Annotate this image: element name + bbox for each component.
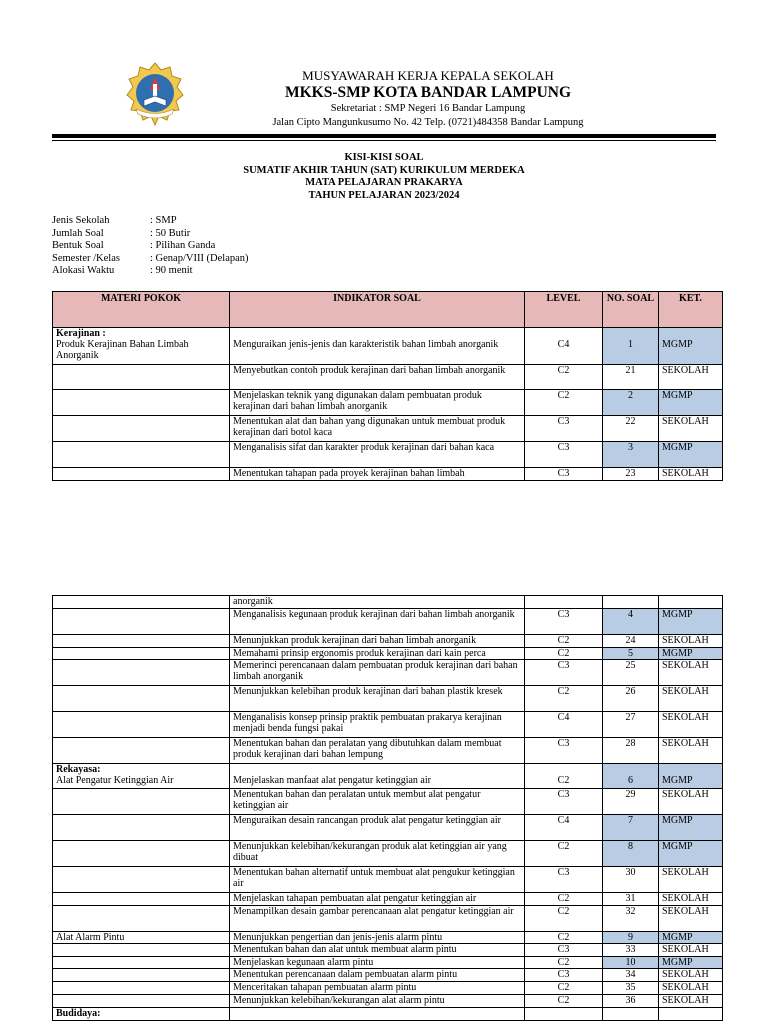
level-cell: C2 bbox=[525, 390, 603, 416]
materi-cell bbox=[53, 468, 230, 481]
materi-cell bbox=[53, 635, 230, 648]
info-label: Bentuk Soal bbox=[52, 240, 104, 251]
no-soal-cell: 26 bbox=[603, 686, 659, 712]
no-soal-cell: 23 bbox=[603, 468, 659, 481]
indikator-cell: Menunjukkan kelebihan produk kerajinan dari bahan plastik kresek bbox=[230, 686, 525, 712]
secretariat: Sekretariat : SMP Negeri 16 Bandar Lampung bbox=[330, 103, 526, 114]
level-cell bbox=[525, 1008, 603, 1021]
materi-cell bbox=[53, 932, 230, 944]
ket-cell: MGMP bbox=[659, 932, 723, 944]
no-soal-cell: 22 bbox=[603, 416, 659, 442]
level-cell: C4 bbox=[525, 712, 603, 738]
ket-cell: SEKOLAH bbox=[659, 789, 723, 815]
level-cell: C4 bbox=[525, 815, 603, 841]
materi-topic: Alat Alarm Pintu bbox=[56, 932, 125, 943]
materi-cell bbox=[53, 764, 230, 789]
materi-cell bbox=[53, 867, 230, 893]
materi-cell bbox=[53, 416, 230, 442]
level-cell bbox=[525, 596, 603, 609]
table-row bbox=[53, 906, 723, 932]
no-soal-cell: 4 bbox=[603, 609, 659, 635]
table-row bbox=[53, 365, 723, 390]
materi-cell bbox=[53, 893, 230, 906]
table-row bbox=[53, 789, 723, 815]
indikator-cell: Menjelaskan tahapan pembuatan alat pengatur ketinggian air bbox=[230, 893, 525, 906]
level-cell: C2 bbox=[525, 764, 603, 789]
level-cell: C3 bbox=[525, 442, 603, 468]
materi-cell bbox=[53, 1008, 230, 1021]
indikator-cell: Menentukan bahan dan peralatan untuk membut alat pengatur ketinggian air bbox=[230, 789, 525, 815]
ket-cell: MGMP bbox=[659, 442, 723, 468]
no-soal-cell: 36 bbox=[603, 995, 659, 1008]
organization-name: MKKS-SMP KOTA BANDAR LAMPUNG bbox=[284, 84, 572, 101]
ket-cell: SEKOLAH bbox=[659, 982, 723, 995]
indikator-cell: Menunjukkan kelebihan/kekurangan produk alat ketinggian air yang dibuat bbox=[230, 841, 525, 867]
indikator-cell: Menentukan tahapan pada proyek kerajinan bahan limbah bbox=[230, 468, 525, 481]
table-row bbox=[53, 738, 723, 764]
ket-cell: MGMP bbox=[659, 390, 723, 416]
materi-cell bbox=[53, 906, 230, 932]
indikator-cell: Menampilkan desain gambar perencanaan alat pengatur ketinggian air bbox=[230, 906, 525, 932]
no-soal-cell: 6 bbox=[603, 764, 659, 789]
title-line: SUMATIF AKHIR TAHUN (SAT) KURIKULUM MERDEKA bbox=[243, 164, 525, 176]
indikator-cell: Menyebutkan contoh produk kerajinan dari bahan limbah anorganik bbox=[230, 365, 525, 390]
info-row bbox=[52, 215, 249, 228]
table-row bbox=[53, 957, 723, 969]
materi-cell bbox=[53, 712, 230, 738]
ket-cell: SEKOLAH bbox=[659, 712, 723, 738]
ket-cell: SEKOLAH bbox=[659, 468, 723, 481]
level-cell: C2 bbox=[525, 982, 603, 995]
no-soal-cell: 3 bbox=[603, 442, 659, 468]
info-row bbox=[52, 240, 249, 253]
indikator-cell: Menganalisis sifat dan karakter produk kerajinan dari bahan kaca bbox=[230, 442, 525, 468]
table-row bbox=[53, 635, 723, 648]
indikator-cell: Menentukan bahan dan peralatan yang dibutuhkan dalam membuat produk kerajinan dari bahan lempung bbox=[230, 738, 525, 764]
materi-cell bbox=[53, 841, 230, 867]
no-soal-cell: 2 bbox=[603, 390, 659, 416]
info-label: Jenis Sekolah bbox=[52, 215, 110, 226]
level-cell: C2 bbox=[525, 648, 603, 660]
ket-cell: SEKOLAH bbox=[659, 969, 723, 982]
level-cell: C2 bbox=[525, 932, 603, 944]
ket-cell: MGMP bbox=[659, 815, 723, 841]
table-row bbox=[53, 815, 723, 841]
indikator-cell: anorganik bbox=[230, 596, 525, 609]
no-soal-cell: 25 bbox=[603, 660, 659, 686]
info-label: Alokasi Waktu bbox=[52, 265, 115, 276]
level-cell: C3 bbox=[525, 944, 603, 957]
table-row bbox=[53, 712, 723, 738]
info-value: : Genap/VIII (Delapan) bbox=[150, 252, 249, 264]
no-soal-cell: 9 bbox=[603, 932, 659, 944]
no-soal-cell: 35 bbox=[603, 982, 659, 995]
level-cell: C3 bbox=[525, 867, 603, 893]
level-cell: C3 bbox=[525, 468, 603, 481]
ket-cell bbox=[659, 596, 723, 609]
ket-cell: SEKOLAH bbox=[659, 867, 723, 893]
indikator-cell: Menganalisis konsep prinsip praktik pembuatan prakarya kerajinan menjadi benda fungsi pakai bbox=[230, 712, 525, 738]
indikator-cell: Menjelaskan teknik yang digunakan dalam pembuatan produk kerajinan dari bahan limbah anorganik bbox=[230, 390, 525, 416]
no-soal-cell: 21 bbox=[603, 365, 659, 390]
letterhead-rule-thin bbox=[52, 140, 716, 141]
level-cell: C2 bbox=[525, 841, 603, 867]
table-header-row bbox=[53, 292, 723, 328]
indikator-cell: Menentukan bahan alternatif untuk membuat alat pengukur ketinggian air bbox=[230, 867, 525, 893]
association-name: MUSYAWARAH KERJA KEPALA SEKOLAH bbox=[302, 68, 554, 83]
table-row bbox=[53, 328, 723, 365]
address: Jalan Cipto Mangunkusumo No. 42 Telp. (0721)484358 Bandar Lampung bbox=[272, 117, 584, 128]
info-row bbox=[52, 265, 249, 278]
materi-cell bbox=[53, 365, 230, 390]
table-row bbox=[53, 390, 723, 416]
table-row bbox=[53, 416, 723, 442]
no-soal-cell bbox=[603, 596, 659, 609]
info-value: : SMP bbox=[150, 215, 177, 226]
materi-cell bbox=[53, 442, 230, 468]
no-soal-cell: 7 bbox=[603, 815, 659, 841]
level-cell: C3 bbox=[525, 789, 603, 815]
table-row bbox=[53, 596, 723, 609]
ket-cell: MGMP bbox=[659, 764, 723, 789]
ket-cell: SEKOLAH bbox=[659, 416, 723, 442]
materi-topic: Alat Pengatur Ketinggian Air bbox=[56, 775, 174, 786]
table-row bbox=[53, 648, 723, 660]
indikator-cell: Menjelaskan manfaat alat pengatur ketinggian air bbox=[230, 764, 525, 789]
level-cell: C2 bbox=[525, 365, 603, 390]
table-row bbox=[53, 686, 723, 712]
indikator-cell: Menguraikan desain rancangan produk alat pengatur ketinggian air bbox=[230, 815, 525, 841]
table-row bbox=[53, 982, 723, 995]
info-row bbox=[52, 253, 249, 266]
tut-wuri-handayani-logo bbox=[126, 62, 184, 128]
indikator-cell: Menentukan alat dan bahan yang digunakan untuk membuat produk kerajinan dari botol kaca bbox=[230, 416, 525, 442]
materi-heading: Rekayasa: bbox=[56, 764, 101, 775]
no-soal-cell: 34 bbox=[603, 969, 659, 982]
no-soal-cell: 24 bbox=[603, 635, 659, 648]
info-row bbox=[52, 228, 249, 241]
indikator-cell: Menguraikan jenis-jenis dan karakteristik bahan limbah anorganik bbox=[230, 328, 525, 365]
indikator-cell: Memahami prinsip ergonomis produk kerajinan dari kain perca bbox=[230, 648, 525, 660]
indikator-cell: Menunjukkan pengertian dan jenis-jenis alarm pintu bbox=[230, 932, 525, 944]
ket-cell: MGMP bbox=[659, 648, 723, 660]
level-cell: C3 bbox=[525, 660, 603, 686]
ket-cell: MGMP bbox=[659, 841, 723, 867]
indikator-cell: Menentukan bahan dan alat untuk membuat alarm pintu bbox=[230, 944, 525, 957]
table-body-part-2 bbox=[53, 596, 723, 1021]
ket-cell: MGMP bbox=[659, 609, 723, 635]
header-no-soal: NO. SOAL bbox=[603, 292, 659, 328]
materi-cell bbox=[53, 969, 230, 982]
indikator-cell: Menunjukkan kelebihan/kekurangan alat alarm pintu bbox=[230, 995, 525, 1008]
indikator-cell: Menceritakan tahapan pembuatan alarm pintu bbox=[230, 982, 525, 995]
table-row bbox=[53, 995, 723, 1008]
materi-cell bbox=[53, 686, 230, 712]
level-cell: C4 bbox=[525, 328, 603, 365]
no-soal-cell: 33 bbox=[603, 944, 659, 957]
no-soal-cell: 10 bbox=[603, 957, 659, 969]
materi-cell bbox=[53, 944, 230, 957]
table-row bbox=[53, 944, 723, 957]
table-row bbox=[53, 932, 723, 944]
materi-cell bbox=[53, 995, 230, 1008]
info-value: : 50 Butir bbox=[150, 227, 191, 239]
title-line: MATA PELAJARAN PRAKARYA bbox=[305, 177, 463, 188]
level-cell: C3 bbox=[525, 416, 603, 442]
header-indikator-soal: INDIKATOR SOAL bbox=[230, 292, 525, 328]
level-cell: C3 bbox=[525, 969, 603, 982]
ket-cell: SEKOLAH bbox=[659, 893, 723, 906]
ket-cell: MGMP bbox=[659, 957, 723, 969]
indikator-cell: Memerinci perencanaan dalam pembuatan produk kerajinan dari bahan limbah anorganik bbox=[230, 660, 525, 686]
materi-heading: Budidaya: bbox=[56, 1008, 101, 1019]
level-cell: C3 bbox=[525, 609, 603, 635]
ket-cell: SEKOLAH bbox=[659, 635, 723, 648]
header-materi-pokok: MATERI POKOK bbox=[53, 292, 230, 328]
ket-cell: SEKOLAH bbox=[659, 738, 723, 764]
ket-cell: SEKOLAH bbox=[659, 906, 723, 932]
title-line: TAHUN PELAJARAN 2023/2024 bbox=[308, 189, 460, 201]
no-soal-cell: 31 bbox=[603, 893, 659, 906]
materi-cell bbox=[53, 738, 230, 764]
materi-cell bbox=[53, 596, 230, 609]
indikator-cell bbox=[230, 1008, 525, 1021]
table-row bbox=[53, 660, 723, 686]
level-cell: C3 bbox=[525, 738, 603, 764]
info-label: Jumlah Soal bbox=[52, 227, 104, 239]
no-soal-cell: 28 bbox=[603, 738, 659, 764]
indikator-cell: Menjelaskan kegunaan alarm pintu bbox=[230, 957, 525, 969]
header-level: LEVEL bbox=[525, 292, 603, 328]
indikator-cell: Menunjukkan produk kerajinan dari bahan limbah anorganik bbox=[230, 635, 525, 648]
no-soal-cell: 27 bbox=[603, 712, 659, 738]
no-soal-cell: 30 bbox=[603, 867, 659, 893]
materi-cell bbox=[53, 328, 230, 365]
table-row bbox=[53, 867, 723, 893]
ket-cell: SEKOLAH bbox=[659, 944, 723, 957]
table-row bbox=[53, 893, 723, 906]
info-block bbox=[52, 215, 249, 278]
header-ket: KET. bbox=[659, 292, 723, 328]
no-soal-cell: 5 bbox=[603, 648, 659, 660]
no-soal-cell bbox=[603, 1008, 659, 1021]
materi-cell bbox=[53, 660, 230, 686]
no-soal-cell: 8 bbox=[603, 841, 659, 867]
ket-cell: SEKOLAH bbox=[659, 365, 723, 390]
materi-cell bbox=[53, 982, 230, 995]
ket-cell: SEKOLAH bbox=[659, 686, 723, 712]
table-row bbox=[53, 969, 723, 982]
table-row bbox=[53, 468, 723, 481]
materi-heading: Kerajinan : bbox=[56, 328, 106, 339]
ket-cell: SEKOLAH bbox=[659, 995, 723, 1008]
level-cell: C2 bbox=[525, 635, 603, 648]
materi-cell bbox=[53, 648, 230, 660]
table-row bbox=[53, 764, 723, 789]
level-cell: C2 bbox=[525, 893, 603, 906]
no-soal-cell: 29 bbox=[603, 789, 659, 815]
indikator-cell: Menganalisis kegunaan produk kerajinan dari bahan limbah anorganik bbox=[230, 609, 525, 635]
ket-cell: MGMP bbox=[659, 328, 723, 365]
info-value: : Pilihan Ganda bbox=[150, 240, 216, 251]
kisi-table-part-2 bbox=[52, 595, 723, 1021]
indikator-cell: Menentukan perencanaan dalam pembuatan alarm pintu bbox=[230, 969, 525, 982]
level-cell: C2 bbox=[525, 957, 603, 969]
level-cell: C2 bbox=[525, 906, 603, 932]
table-row bbox=[53, 1008, 723, 1021]
table-body-part-1 bbox=[53, 328, 723, 481]
letterhead bbox=[200, 68, 656, 130]
level-cell: C2 bbox=[525, 995, 603, 1008]
materi-cell bbox=[53, 789, 230, 815]
table-row bbox=[53, 442, 723, 468]
table-row bbox=[53, 609, 723, 635]
materi-topic: Produk Kerajinan Bahan Limbah Anorganik bbox=[56, 339, 189, 361]
materi-cell bbox=[53, 609, 230, 635]
no-soal-cell: 32 bbox=[603, 906, 659, 932]
title-line: KISI-KISI SOAL bbox=[344, 152, 424, 163]
materi-cell bbox=[53, 957, 230, 969]
ket-cell bbox=[659, 1008, 723, 1021]
letterhead-rule-thick bbox=[52, 134, 716, 138]
info-value: : 90 menit bbox=[150, 265, 193, 276]
kisi-table-part-1 bbox=[52, 291, 723, 481]
materi-cell bbox=[53, 815, 230, 841]
no-soal-cell: 1 bbox=[603, 328, 659, 365]
level-cell: C2 bbox=[525, 686, 603, 712]
ket-cell: SEKOLAH bbox=[659, 660, 723, 686]
document-titles bbox=[52, 152, 716, 202]
materi-cell bbox=[53, 390, 230, 416]
info-label: Semester /Kelas bbox=[52, 252, 120, 264]
table-row bbox=[53, 841, 723, 867]
